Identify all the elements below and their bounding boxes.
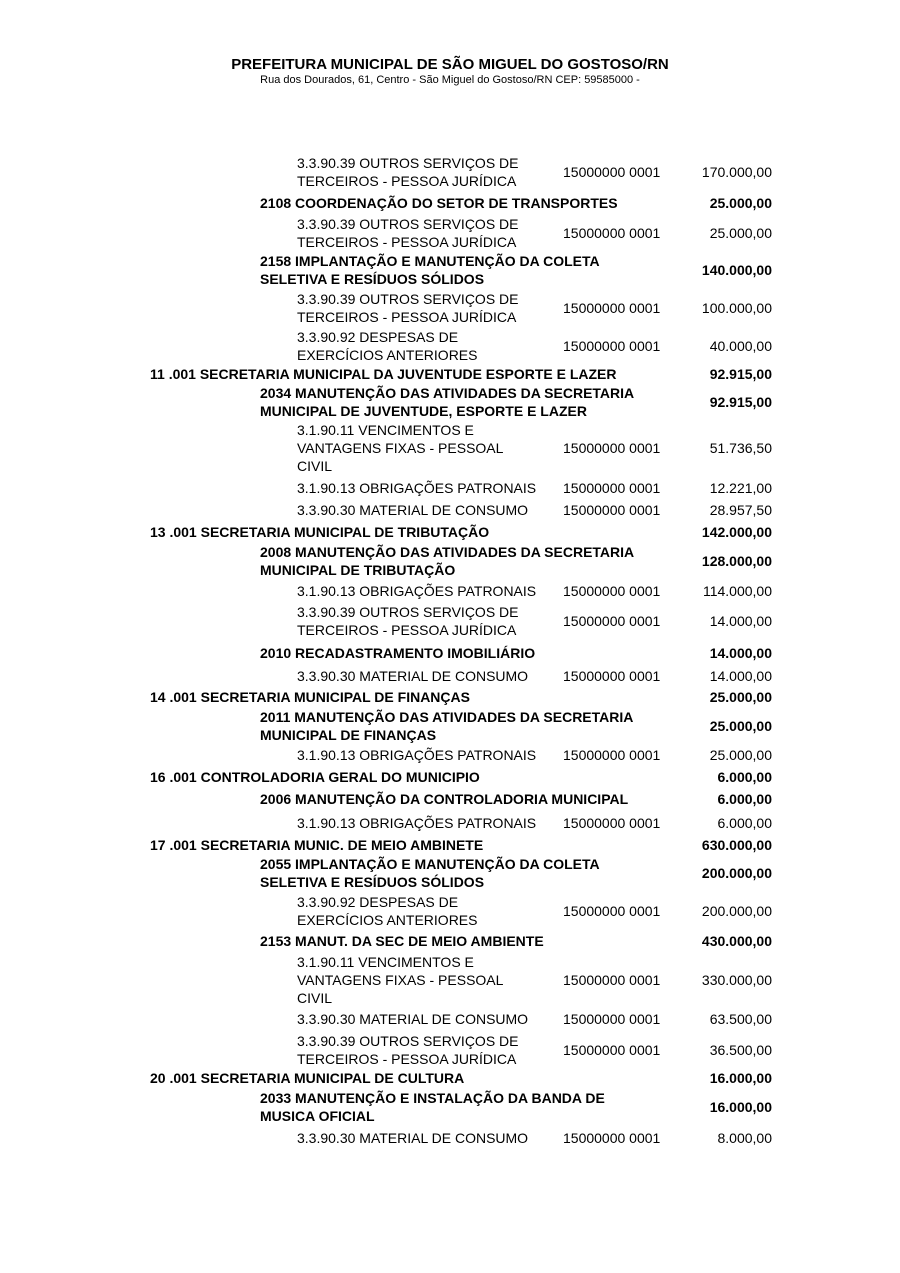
- row-value: 36.500,00: [709, 1042, 772, 1058]
- row-value: 25.000,00: [709, 689, 772, 705]
- row-value: 430.000,00: [701, 933, 772, 949]
- row-description: 3.3.90.30 MATERIAL DE CONSUMO: [297, 668, 529, 684]
- resource-code: 15000000 0001: [563, 613, 661, 629]
- row-value: 14.000,00: [709, 613, 772, 629]
- row-description: 20 .001 SECRETARIA MUNICIPAL DE CULTURA: [150, 1070, 465, 1086]
- row-description: 3.3.90.39 OUTROS SERVIÇOS DE TERCEIROS - PESSOA JURÍDICA: [297, 604, 519, 638]
- row-description: 3.1.90.13 OBRIGAÇÕES PATRONAIS: [297, 480, 537, 496]
- resource-code: 15000000 0001: [563, 972, 661, 988]
- row-value: 25.000,00: [709, 195, 772, 211]
- row-value: 92.915,00: [709, 366, 772, 382]
- resource-code: 15000000 0001: [563, 668, 661, 684]
- row-description: 17 .001 SECRETARIA MUNIC. DE MEIO AMBINETE: [150, 837, 484, 853]
- row-description: 2108 COORDENAÇÃO DO SETOR DE TRANSPORTES: [260, 195, 618, 211]
- row-description: 2011 MANUTENÇÃO DAS ATIVIDADES DA SECRETARIA MUNICIPAL DE FINANÇAS: [260, 709, 634, 743]
- row-value: 128.000,00: [701, 553, 772, 569]
- resource-code: 15000000 0001: [563, 747, 661, 763]
- document-title: PREFEITURA MUNICIPAL DE SÃO MIGUEL DO GOSTOSO/RN: [231, 56, 669, 73]
- row-value: 40.000,00: [709, 338, 772, 354]
- row-description: 2034 MANUTENÇÃO DAS ATIVIDADES DA SECRETARIA MUNICIPAL DE JUVENTUDE, ESPORTE E LAZER: [260, 385, 635, 419]
- row-description: 16 .001 CONTROLADORIA GERAL DO MUNICIPIO: [150, 769, 480, 785]
- row-description: 3.3.90.92 DESPESAS DE EXERCÍCIOS ANTERIORES: [297, 329, 478, 363]
- row-value: 6.000,00: [717, 769, 772, 785]
- row-value: 25.000,00: [709, 747, 772, 763]
- row-value: 114.000,00: [702, 583, 772, 599]
- row-value: 6.000,00: [717, 791, 772, 807]
- resource-code: 15000000 0001: [563, 583, 661, 599]
- resource-code: 15000000 0001: [563, 164, 661, 180]
- row-description: 3.1.90.11 VENCIMENTOS E VANTAGENS FIXAS - PESSOAL CIVIL: [297, 422, 504, 474]
- resource-code: 15000000 0001: [563, 300, 661, 316]
- row-description: 2008 MANUTENÇÃO DAS ATIVIDADES DA SECRETARIA MUNICIPAL DE TRIBUTAÇÃO: [260, 544, 635, 578]
- row-description: 2010 RECADASTRAMENTO IMOBILIÁRIO: [260, 645, 536, 661]
- row-description: 3.3.90.39 OUTROS SERVIÇOS DE TERCEIROS - PESSOA JURÍDICA: [297, 216, 519, 250]
- resource-code: 15000000 0001: [563, 225, 661, 241]
- resource-code: 15000000 0001: [563, 1042, 661, 1058]
- row-description: 2033 MANUTENÇÃO E INSTALAÇÃO DA BANDA DE MUSICA OFICIAL: [260, 1090, 605, 1124]
- resource-code: 15000000 0001: [563, 338, 661, 354]
- resource-code: 15000000 0001: [563, 440, 661, 456]
- resource-code: 15000000 0001: [563, 480, 661, 496]
- row-value: 14.000,00: [709, 668, 772, 684]
- row-value: 25.000,00: [709, 225, 772, 241]
- row-description: 3.1.90.11 VENCIMENTOS E VANTAGENS FIXAS - PESSOAL CIVIL: [297, 954, 504, 1006]
- row-value: 8.000,00: [717, 1130, 772, 1146]
- row-description: 3.3.90.39 OUTROS SERVIÇOS DE TERCEIROS - PESSOA JURÍDICA: [297, 155, 519, 189]
- row-description: 2153 MANUT. DA SEC DE MEIO AMBIENTE: [260, 933, 544, 949]
- row-description: 3.3.90.92 DESPESAS DE EXERCÍCIOS ANTERIORES: [297, 894, 478, 928]
- row-value: 200.000,00: [701, 865, 772, 881]
- row-description: 11 .001 SECRETARIA MUNICIPAL DA JUVENTUDE ESPORTE E LAZER: [150, 366, 617, 382]
- document-address: Rua dos Dourados, 61, Centro - São Miguel do Gostoso/RN CEP: 59585000 -: [260, 74, 640, 86]
- row-description: 3.3.90.39 OUTROS SERVIÇOS DE TERCEIROS - PESSOA JURÍDICA: [297, 1033, 519, 1067]
- row-description: 3.1.90.13 OBRIGAÇÕES PATRONAIS: [297, 815, 537, 831]
- row-description: 14 .001 SECRETARIA MUNICIPAL DE FINANÇAS: [150, 689, 470, 705]
- row-description: 3.3.90.30 MATERIAL DE CONSUMO: [297, 1130, 529, 1146]
- row-description: 3.3.90.39 OUTROS SERVIÇOS DE TERCEIROS - PESSOA JURÍDICA: [297, 291, 519, 325]
- row-value: 630.000,00: [701, 837, 772, 853]
- resource-code: 15000000 0001: [563, 903, 661, 919]
- row-value: 140.000,00: [701, 262, 772, 278]
- row-description: 3.3.90.30 MATERIAL DE CONSUMO: [297, 502, 529, 518]
- row-value: 28.957,50: [709, 502, 772, 518]
- row-description: 2055 IMPLANTAÇÃO E MANUTENÇÃO DA COLETA SELETIVA E RESÍDUOS SÓLIDOS: [260, 856, 600, 890]
- row-value: 92.915,00: [709, 394, 772, 410]
- row-description: 3.1.90.13 OBRIGAÇÕES PATRONAIS: [297, 583, 537, 599]
- row-value: 6.000,00: [717, 815, 772, 831]
- row-value: 200.000,00: [701, 903, 772, 919]
- row-description: 13 .001 SECRETARIA MUNICIPAL DE TRIBUTAÇÃO: [150, 524, 490, 540]
- resource-code: 15000000 0001: [563, 1130, 661, 1146]
- row-description: 3.3.90.30 MATERIAL DE CONSUMO: [297, 1011, 529, 1027]
- row-value: 142.000,00: [701, 524, 772, 540]
- row-value: 25.000,00: [709, 718, 772, 734]
- resource-code: 15000000 0001: [563, 502, 661, 518]
- row-value: 63.500,00: [709, 1011, 772, 1027]
- row-value: 330.000,00: [701, 972, 772, 988]
- resource-code: 15000000 0001: [563, 815, 661, 831]
- row-value: 51.736,50: [709, 440, 772, 456]
- row-value: 12.221,00: [709, 480, 772, 496]
- row-value: 100.000,00: [701, 300, 772, 316]
- row-value: 14.000,00: [709, 645, 772, 661]
- row-description: 3.1.90.13 OBRIGAÇÕES PATRONAIS: [297, 747, 537, 763]
- resource-code: 15000000 0001: [563, 1011, 661, 1027]
- row-description: 2158 IMPLANTAÇÃO E MANUTENÇÃO DA COLETA SELETIVA E RESÍDUOS SÓLIDOS: [260, 253, 600, 287]
- row-value: 16.000,00: [709, 1099, 772, 1115]
- row-description: 2006 MANUTENÇÃO DA CONTROLADORIA MUNICIPAL: [260, 791, 629, 807]
- row-value: 170.000,00: [701, 164, 772, 180]
- row-value: 16.000,00: [709, 1070, 772, 1086]
